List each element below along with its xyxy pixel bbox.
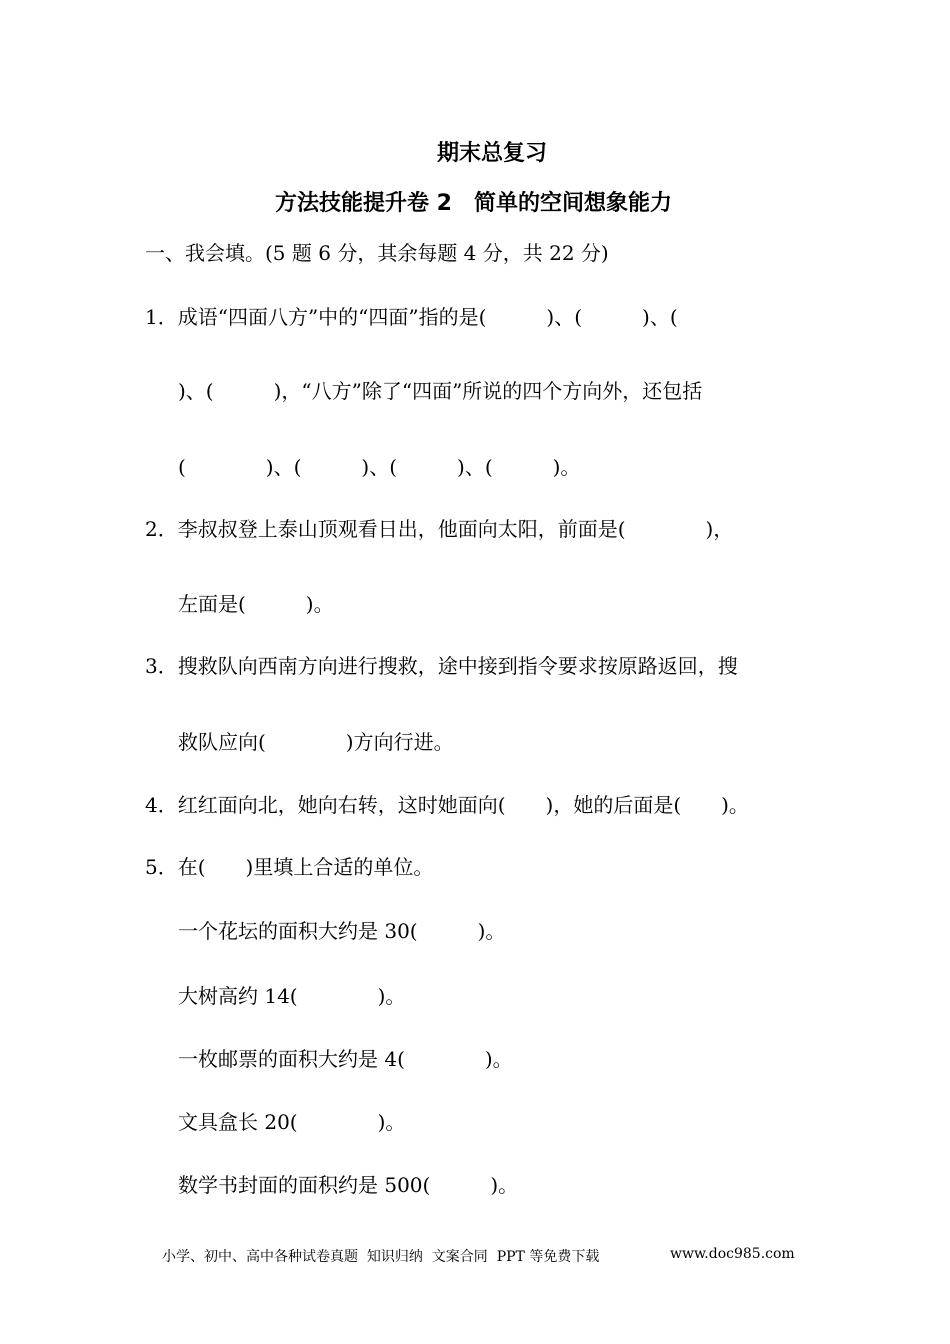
- question-5-line-1: 5．在( )里填上合适的单位。: [145, 855, 434, 879]
- question-5-item: 一枚邮票的面积大约是 4( )。: [178, 1047, 513, 1071]
- question-3-line-1: 3．搜救队向西南方向进行搜救，途中接到指令要求按原路返回，搜: [145, 654, 738, 678]
- question-5-item: 一个花坛的面积大约是 30( )。: [178, 919, 506, 943]
- question-5-item: 数学书封面的面积约是 500( )。: [178, 1173, 519, 1197]
- footer-text: 小学、初中、高中各种试卷真题 知识归纳 文案合同 PPT 等免费下载: [162, 1249, 600, 1265]
- question-4-line-1: 4．红红面向北，她向右转，这时她面向( )，她的后面是( )。: [145, 793, 749, 817]
- question-5-item: 大树高约 14( )。: [178, 984, 406, 1008]
- page-title: 期末总复习: [437, 141, 548, 166]
- footer-link[interactable]: www.doc985.com: [670, 1246, 795, 1262]
- question-1-line-2: )、( )，“八方”除了“四面”所说的四个方向外，还包括: [178, 379, 703, 403]
- question-1-line-1: 1．成语“四面八方”中的“四面”指的是( )、( )、(: [145, 305, 678, 329]
- question-2-line-1: 2．李叔叔登上泰山顶观看日出，他面向太阳，前面是( )，: [145, 517, 734, 541]
- question-2-line-2: 左面是( )。: [178, 592, 334, 616]
- question-1-line-3: ( )、( )、( )、( )。: [178, 455, 581, 479]
- question-5-item: 文具盒长 20( )。: [178, 1110, 406, 1134]
- question-3-line-2: 救队应向( )方向行进。: [178, 730, 454, 754]
- page-subtitle: 方法技能提升卷 2 简单的空间想象能力: [275, 191, 672, 216]
- section-heading: 一、我会填。(5 题 6 分，其余每题 4 分，共 22 分): [145, 241, 609, 265]
